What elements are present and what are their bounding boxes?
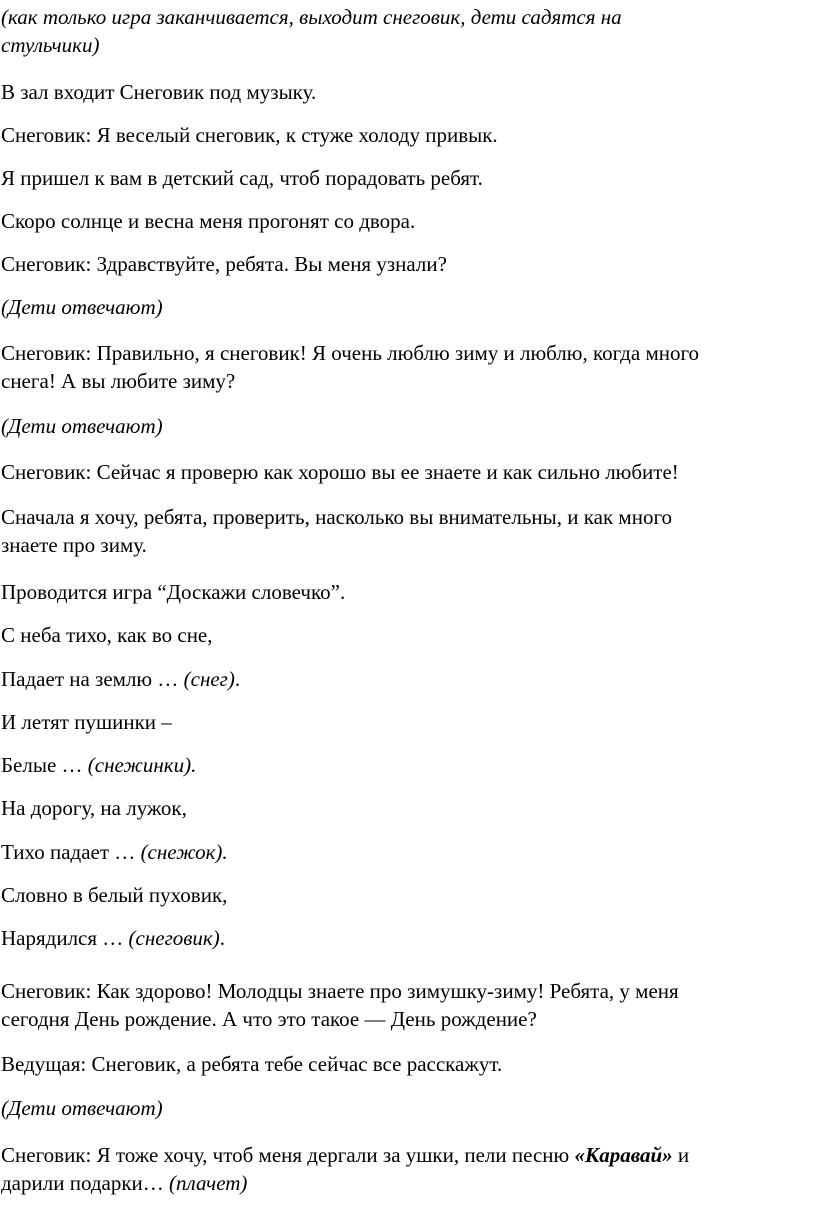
paragraph (1, 621, 213, 649)
text-run: Словно в белый пуховик, (1, 883, 228, 907)
text-line (1, 503, 672, 531)
paragraph (1, 164, 483, 192)
text-run: дарили подарки… (1, 1171, 170, 1195)
text-run: «Каравай» (574, 1143, 673, 1167)
paragraph (1, 794, 187, 822)
paragraph (1, 881, 227, 909)
text-line (1, 78, 316, 106)
text-run: (Дети отвечают) (1, 414, 163, 438)
text-run: С неба тихо, как во сне, (1, 623, 213, 647)
text-line (1, 531, 672, 559)
text-run: Снеговик: Здравствуйте, ребята. Вы меня узнали? (1, 252, 447, 276)
text-line (1, 121, 498, 149)
text-run: Тихо падает … (1, 840, 141, 864)
text-run: Снеговик: Сейчас я проверю как хорошо вы ее знаете и как сильно любите! (1, 460, 679, 484)
text-run: Нарядился … (1, 926, 129, 950)
text-run: знаете про зиму. (1, 533, 147, 557)
paragraph (1, 1141, 689, 1197)
text-run: (плачет) (169, 1171, 248, 1195)
text-line (1, 458, 679, 486)
text-line (1, 924, 225, 952)
paragraph (1, 708, 172, 736)
text-line (1, 412, 163, 440)
text-line (1, 977, 679, 1005)
text-line (1, 1169, 689, 1197)
paragraph (1, 412, 163, 440)
paragraph (1, 3, 622, 59)
paragraph (1, 207, 415, 235)
text-run: Ведущая: Снеговик, а ребята тебе сейчас все расскажут. (1, 1052, 503, 1076)
text-line (1, 164, 483, 192)
paragraph (1, 977, 679, 1033)
text-run: Снеговик: Как здорово! Молодцы знаете про зимушку-зиму! Ребята, у меня (1, 979, 679, 1003)
text-line (1, 3, 622, 31)
text-run: Сначала я хочу, ребята, проверить, насколько вы внимательны, и как много (1, 505, 673, 529)
text-run: . (234, 667, 241, 691)
text-run: Скоро солнце и весна меня прогонят со двора. (1, 209, 416, 233)
text-run: В зал входит Снеговик под музыку. (1, 80, 317, 104)
text-line (1, 367, 699, 395)
text-run: снега! А вы любите зиму? (1, 369, 236, 393)
text-run: . (219, 926, 225, 950)
text-run: (снежинки). (87, 753, 197, 777)
text-run: (Дети отвечают) (1, 1096, 163, 1120)
text-run: И летят пушинки – (1, 710, 172, 734)
text-run: Снеговик: Правильно, я снеговик! Я очень люблю зиму и люблю, когда много (1, 341, 700, 365)
text-run: стульчики) (1, 33, 100, 57)
text-line (1, 708, 172, 736)
paragraph (1, 1094, 163, 1122)
text-line (1, 794, 187, 822)
text-line (1, 621, 213, 649)
paragraph (1, 578, 345, 606)
paragraph (1, 339, 699, 395)
text-line (1, 1141, 689, 1169)
text-run: (как только игра заканчивается, выходит снеговик, дети садятся на (1, 5, 622, 29)
text-line (1, 1005, 679, 1033)
paragraph (1, 751, 196, 779)
text-line (1, 207, 415, 235)
text-run: Падает на землю … (1, 667, 184, 691)
paragraph (1, 838, 228, 866)
text-run: Проводится игра “Доскажи словечко”. (1, 580, 346, 604)
text-run: сегодня День рождение. А что это такое — День рождение? (1, 1007, 537, 1031)
paragraph (1, 1050, 502, 1078)
text-run: Снеговик: Я тоже хочу, чтоб меня дергали за ушки, пели песню (1, 1143, 575, 1167)
text-run: и (672, 1143, 690, 1167)
text-line (1, 293, 163, 321)
text-line (1, 31, 622, 59)
text-line (1, 665, 240, 693)
paragraph (1, 293, 163, 321)
paragraph (1, 458, 679, 486)
paragraph (1, 250, 447, 278)
paragraph (1, 121, 498, 149)
text-run: Я пришел к вам в детский сад, чтоб порадовать ребят. (1, 166, 483, 190)
text-line (1, 881, 227, 909)
text-run: Снеговик: Я веселый снеговик, к стуже холоду привык. (1, 123, 498, 147)
text-line (1, 751, 196, 779)
text-line (1, 1050, 502, 1078)
text-run: (снег) (183, 667, 235, 691)
text-line (1, 838, 228, 866)
text-line (1, 250, 447, 278)
paragraph (1, 924, 225, 952)
text-run: На дорогу, на лужок, (1, 796, 187, 820)
text-run: (Дети отвечают) (1, 295, 163, 319)
text-line (1, 339, 699, 367)
text-line (1, 578, 345, 606)
text-line (1, 1094, 163, 1122)
text-run: Белые … (1, 753, 88, 777)
paragraph (1, 503, 672, 559)
text-run: (снеговик) (128, 926, 220, 950)
text-run: (снежок). (140, 840, 228, 864)
paragraph (1, 78, 316, 106)
paragraph (1, 665, 240, 693)
